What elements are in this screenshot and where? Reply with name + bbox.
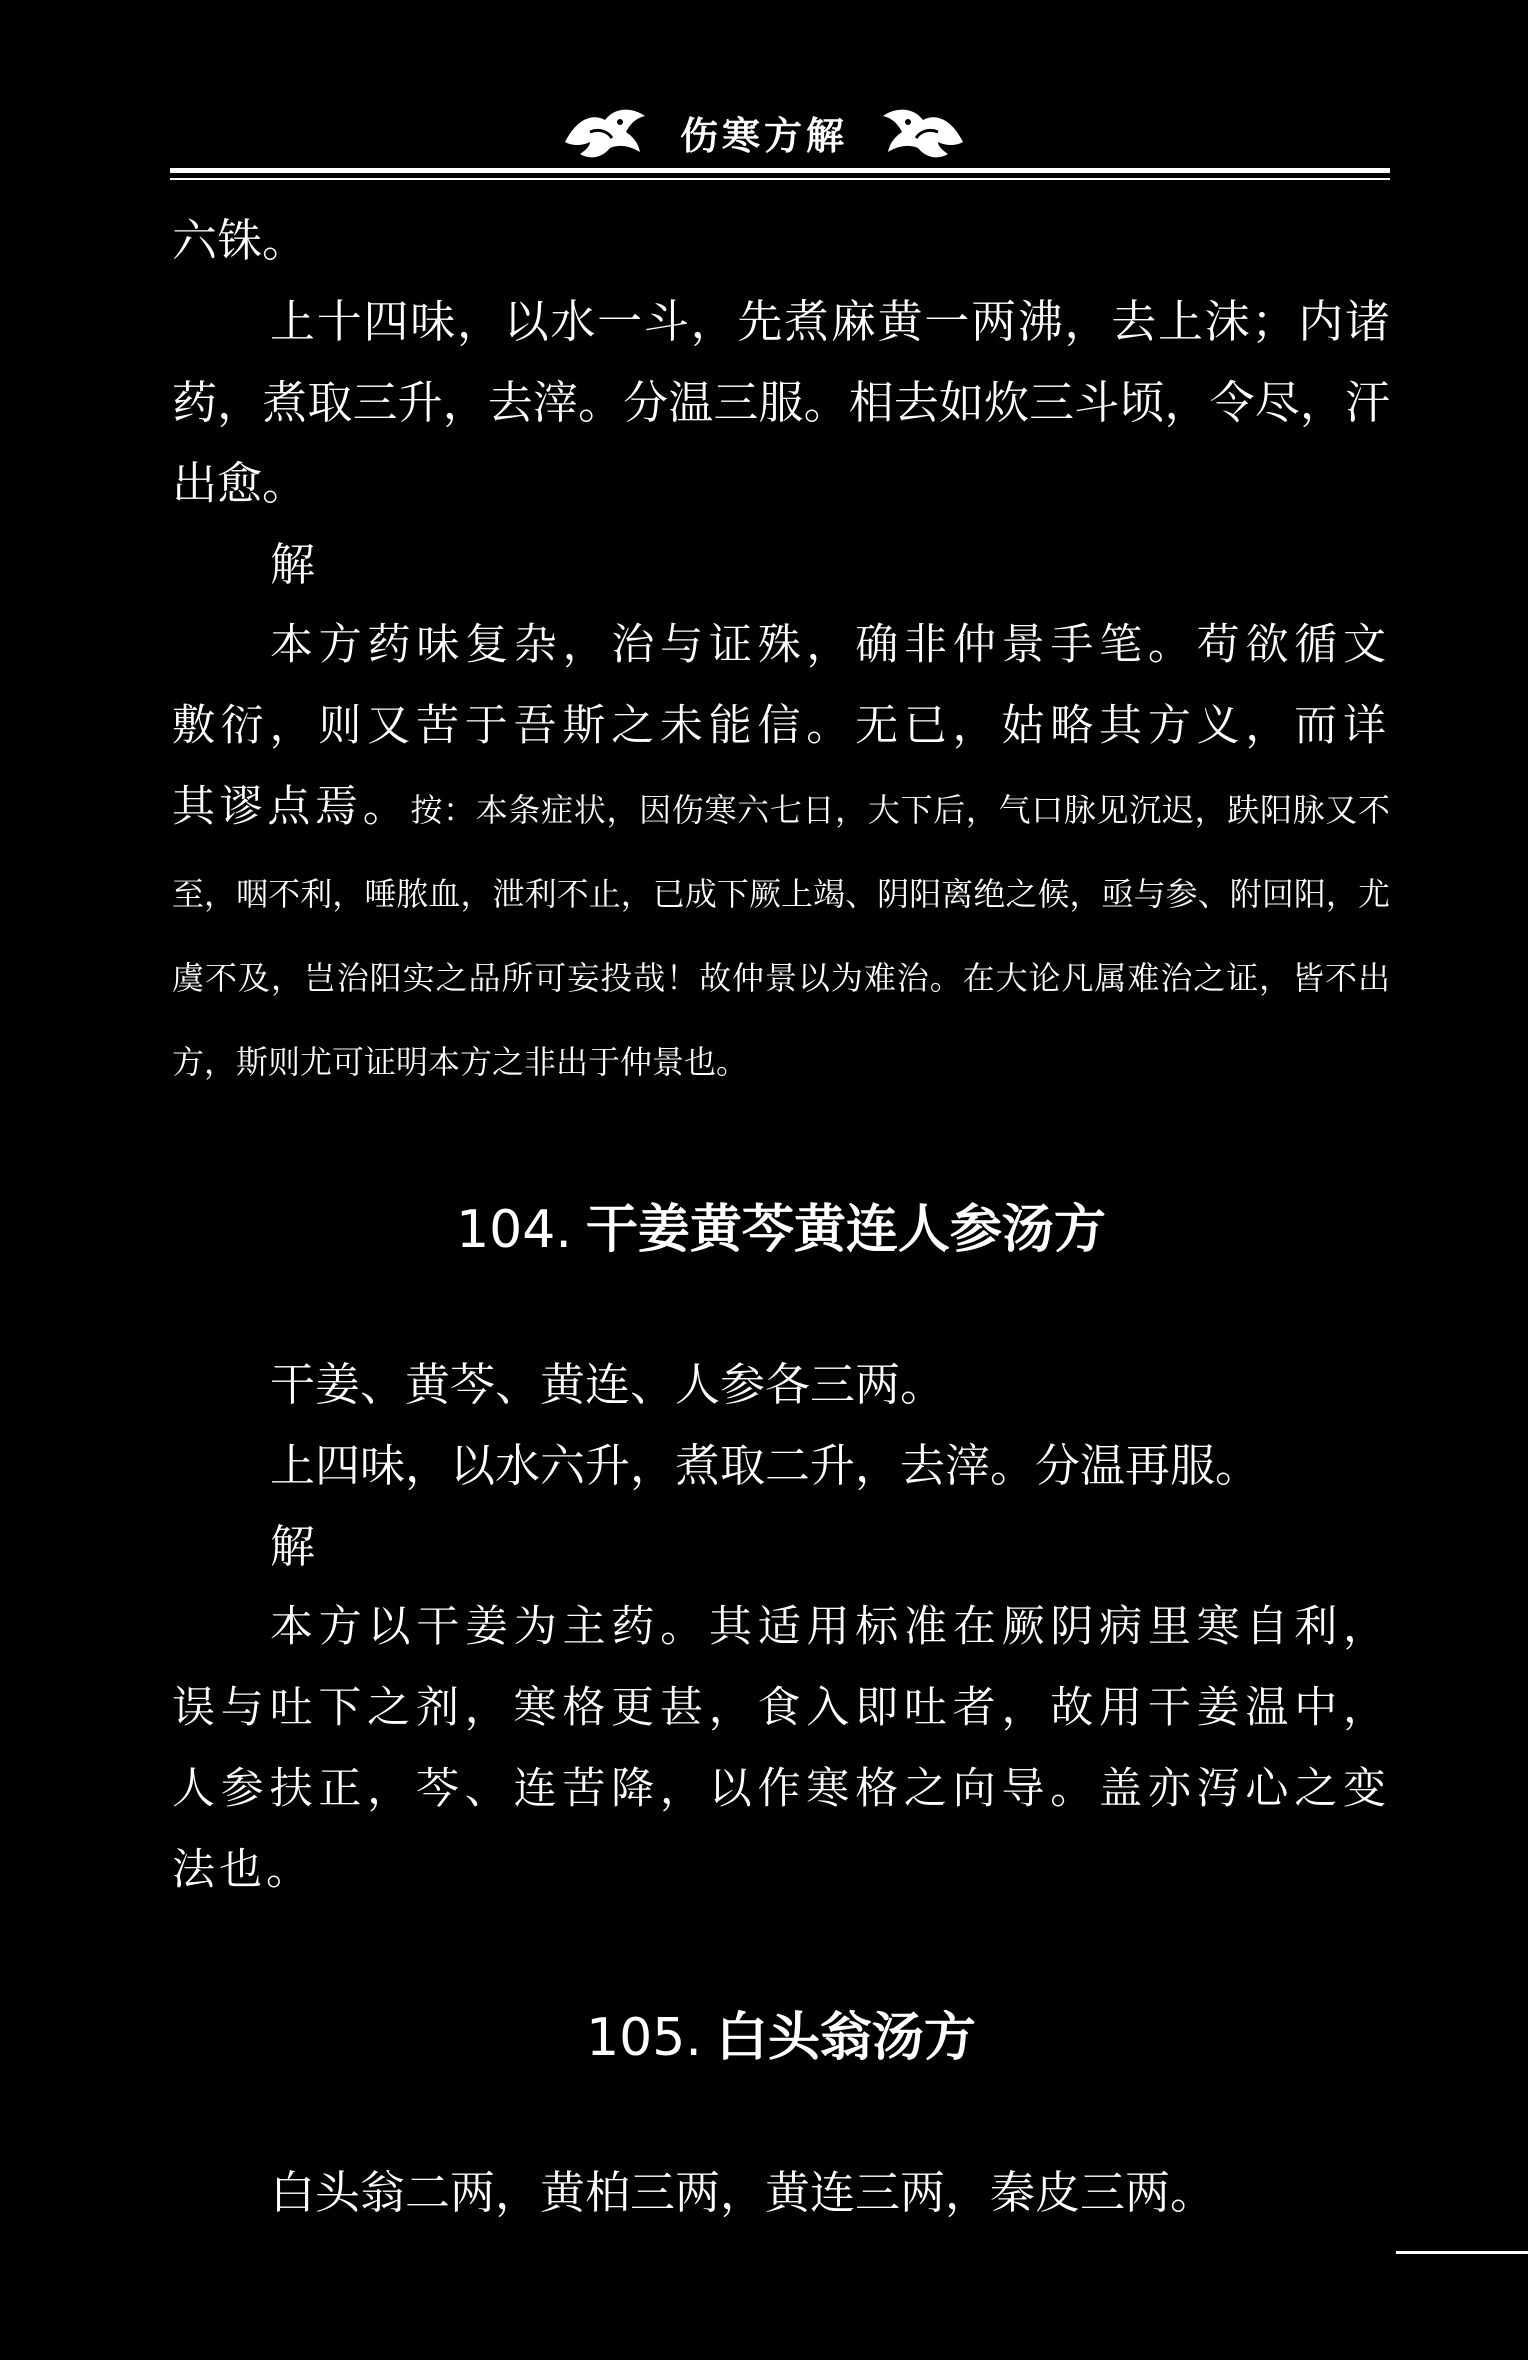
- section-104-ingredients: 干姜、黄芩、黄连、人参各三两。: [270, 1358, 946, 1411]
- bird-ornament-left-icon: [560, 102, 650, 162]
- section-104-explanation-label: 解: [270, 1520, 316, 1573]
- section-105-heading: [172, 1995, 1390, 2070]
- header-title: 伤寒方解: [679, 113, 848, 158]
- section-105-title: 白头翁汤方: [715, 2008, 976, 2068]
- page-body: [172, 200, 1390, 2233]
- explanation-label: 解: [270, 538, 316, 591]
- header-rule-thick: [170, 168, 1390, 173]
- section-105-number: 105.: [586, 2008, 702, 2068]
- preparation-method: 上十四味，以水一斗，先煮麻黄一两沸，去上沫；内诸药，煮取三升，去滓。分温三服。相去如炊三斗顷，令尽，汗出愈。: [172, 295, 1390, 510]
- section-104-title: 干姜黄芩黄连人参汤方: [585, 1200, 1106, 1260]
- section-105-ingredients: 白头翁二两，黄柏三两，黄连三两，秦皮三两。: [270, 2166, 1216, 2219]
- corner-mark: [1396, 2251, 1528, 2254]
- running-header: [0, 92, 1528, 172]
- section-104-heading: [172, 1187, 1390, 1262]
- section-104-method: 上四味，以水六升，煮取二升，去滓。分温再服。: [270, 1439, 1261, 1492]
- continued-line: 六铢。: [172, 214, 308, 267]
- bird-ornament-right-icon: [878, 102, 968, 162]
- explanation-note: 按：本条症状，因伤寒六七日，大下后，气口脉见沉迟，趺阳脉又不至，咽不利，唾脓血，泄利不止，已成下厥上竭、阴阳离绝之候，亟与参、附回阳，尤虞不及，岂治阳实之品所可妄投哉！故仲景以为难治。在大论凡属难治之证，皆不出方，斯则尤可证明本方之非出于仲景也。: [172, 791, 1390, 1081]
- section-104-explanation: 本方以干姜为主药。其适用标准在厥阴病里寒自利，误与吐下之剂，寒格更甚，食入即吐者，故用干姜温中，人参扶正，芩、连苦降，以作寒格之向导。盖亦泻心之变法也。: [172, 1602, 1390, 1895]
- explanation-text: 本方药味复杂，治与证殊，确非仲景手笔。苟欲循文敷衍，则又苦于吾斯之未能信。无已，姑略其方义，而详其谬点焉。: [172, 620, 1390, 832]
- explanation-paragraph: [172, 605, 1390, 1103]
- section-104-number: 104.: [456, 1200, 572, 1260]
- header-rule-thin: [170, 178, 1390, 180]
